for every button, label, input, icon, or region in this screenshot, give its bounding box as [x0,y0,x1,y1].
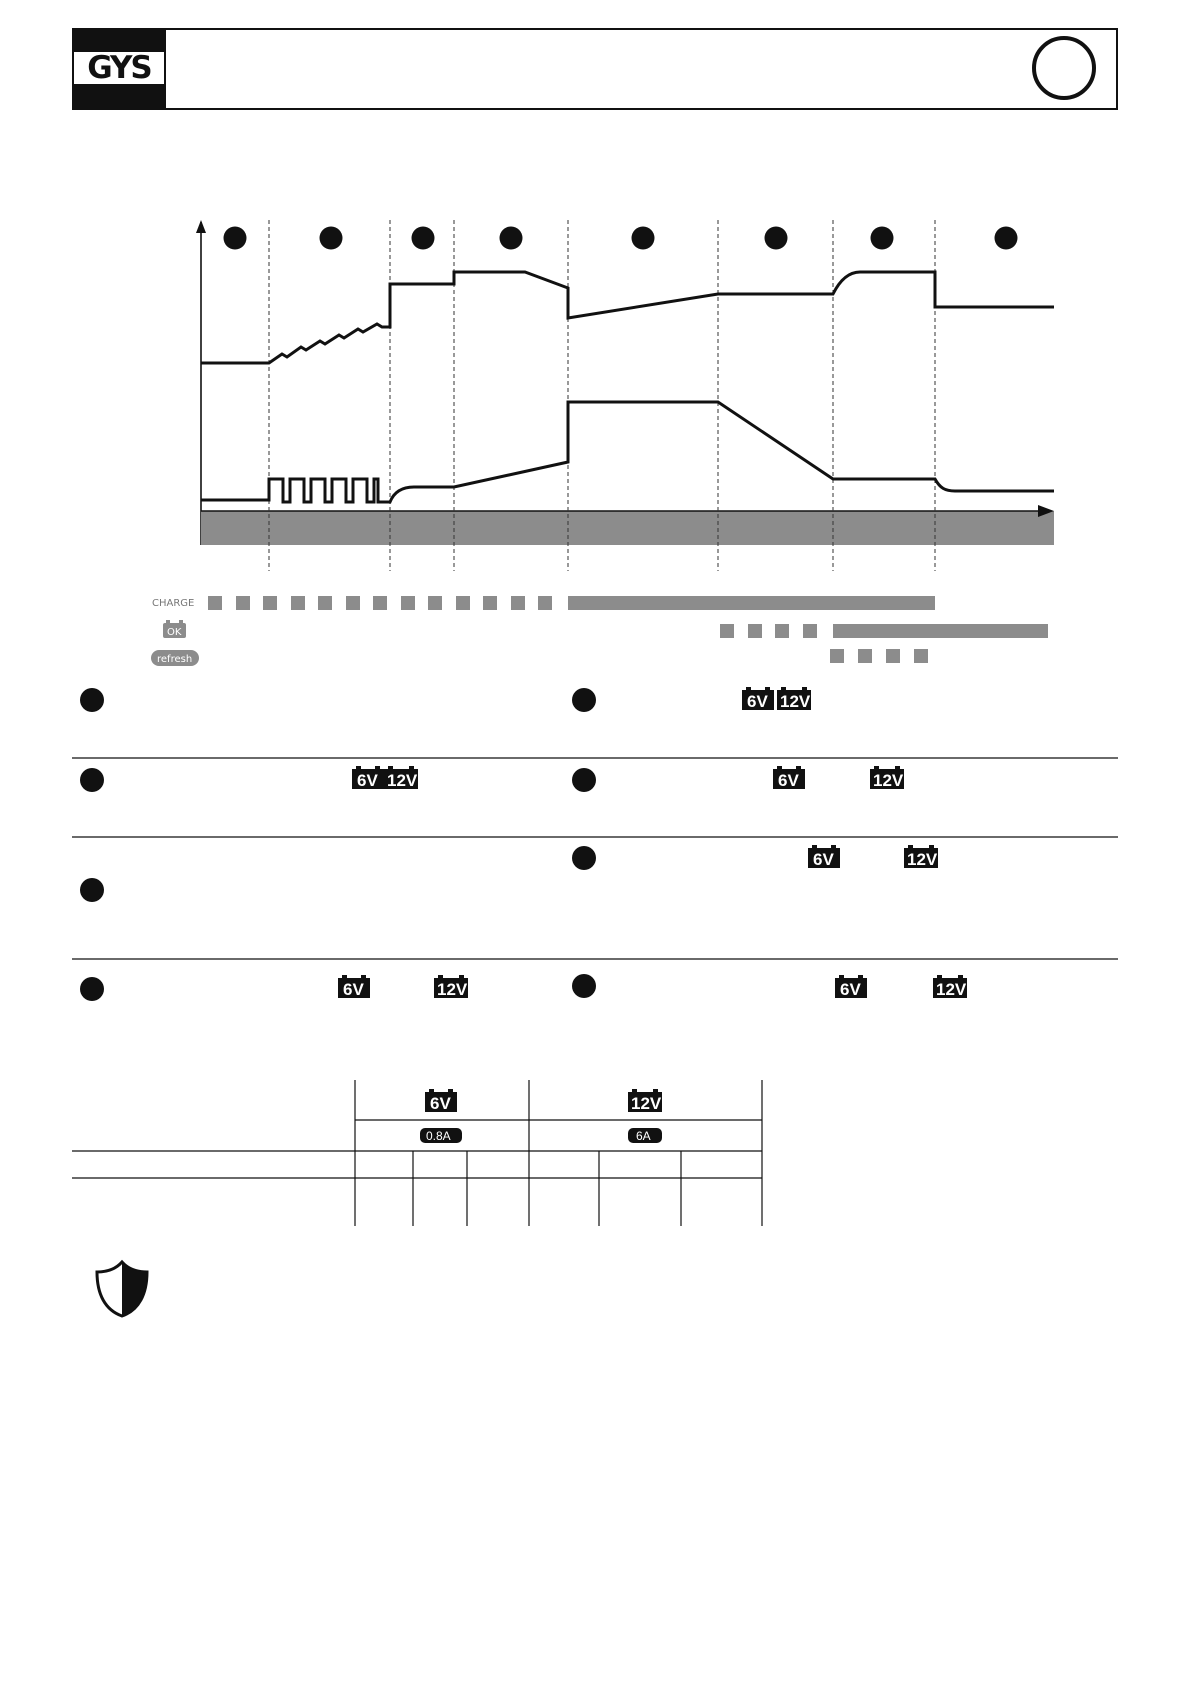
phase-markers [224,227,1018,250]
logo-text: GYS [74,52,164,84]
current-badge-0.8a [420,1128,462,1143]
phase-marker-3 [412,227,435,250]
refresh-label: refresh [157,654,193,665]
legend-battery-badges [338,687,967,999]
battery-6v-icon [338,975,370,999]
svg-text:6V: 6V [813,850,834,869]
battery-12v-icon [434,975,468,999]
indicator-row-ok [163,620,1048,638]
svg-text:12V: 12V [387,771,418,790]
voltage-curve [201,272,1054,363]
phase-marker-5 [632,227,655,250]
indicator-row-refresh [151,649,928,666]
svg-text:6A: 6A [636,1129,651,1143]
svg-text:12V: 12V [437,980,468,999]
legend-marker-3 [80,878,104,902]
legend-marker-2 [80,768,104,792]
y-axis-arrow [196,220,206,233]
phase-marker-2 [320,227,343,250]
battery-6v-icon [425,1089,457,1113]
phase-marker-8 [995,227,1018,250]
charge-label: CHARGE [152,598,195,609]
svg-text:12V: 12V [873,771,904,790]
current-curve [201,402,1054,502]
time-band [201,511,1054,545]
phase-marker-7 [871,227,894,250]
spec-table-header [420,1089,662,1143]
svg-text:6V: 6V [430,1094,451,1113]
current-badge-6a [628,1128,662,1143]
legend-marker-4 [80,977,104,1001]
indicator-row-charge [152,596,935,610]
legend-marker-5 [572,688,596,712]
svg-text:0.8A: 0.8A [426,1129,451,1143]
svg-text:6V: 6V [343,980,364,999]
svg-text:6V: 6V [747,692,768,711]
phase-marker-6 [765,227,788,250]
battery-12v-icon [933,975,967,999]
battery-6v-icon [835,975,867,999]
battery-6v-icon [808,845,840,869]
svg-text:6V: 6V [778,771,799,790]
svg-text:12V: 12V [631,1094,662,1113]
phase-marker-4 [500,227,523,250]
legend-marker-8 [572,974,596,998]
phase-legend [72,687,1118,1001]
legend-marker-6 [572,768,596,792]
battery-6v-icon [742,687,774,711]
battery-12v-icon [777,687,811,711]
svg-text:6V: 6V [357,771,378,790]
battery-12v-icon [384,766,418,790]
svg-text:12V: 12V [780,692,811,711]
battery-6v-icon [773,766,805,790]
legend-marker-1 [80,688,104,712]
svg-text:12V: 12V [907,850,938,869]
battery-6v-icon [352,766,384,790]
shield-icon [97,1262,147,1316]
ok-label: OK [167,627,182,638]
svg-text:12V: 12V [936,980,967,999]
phase-marker-1 [224,227,247,250]
legend-marker-7 [572,846,596,870]
battery-12v-icon [870,766,904,790]
charge-curve-chart [151,220,1054,666]
battery-12v-icon [628,1089,662,1113]
svg-text:6V: 6V [840,980,861,999]
battery-12v-icon [904,845,938,869]
